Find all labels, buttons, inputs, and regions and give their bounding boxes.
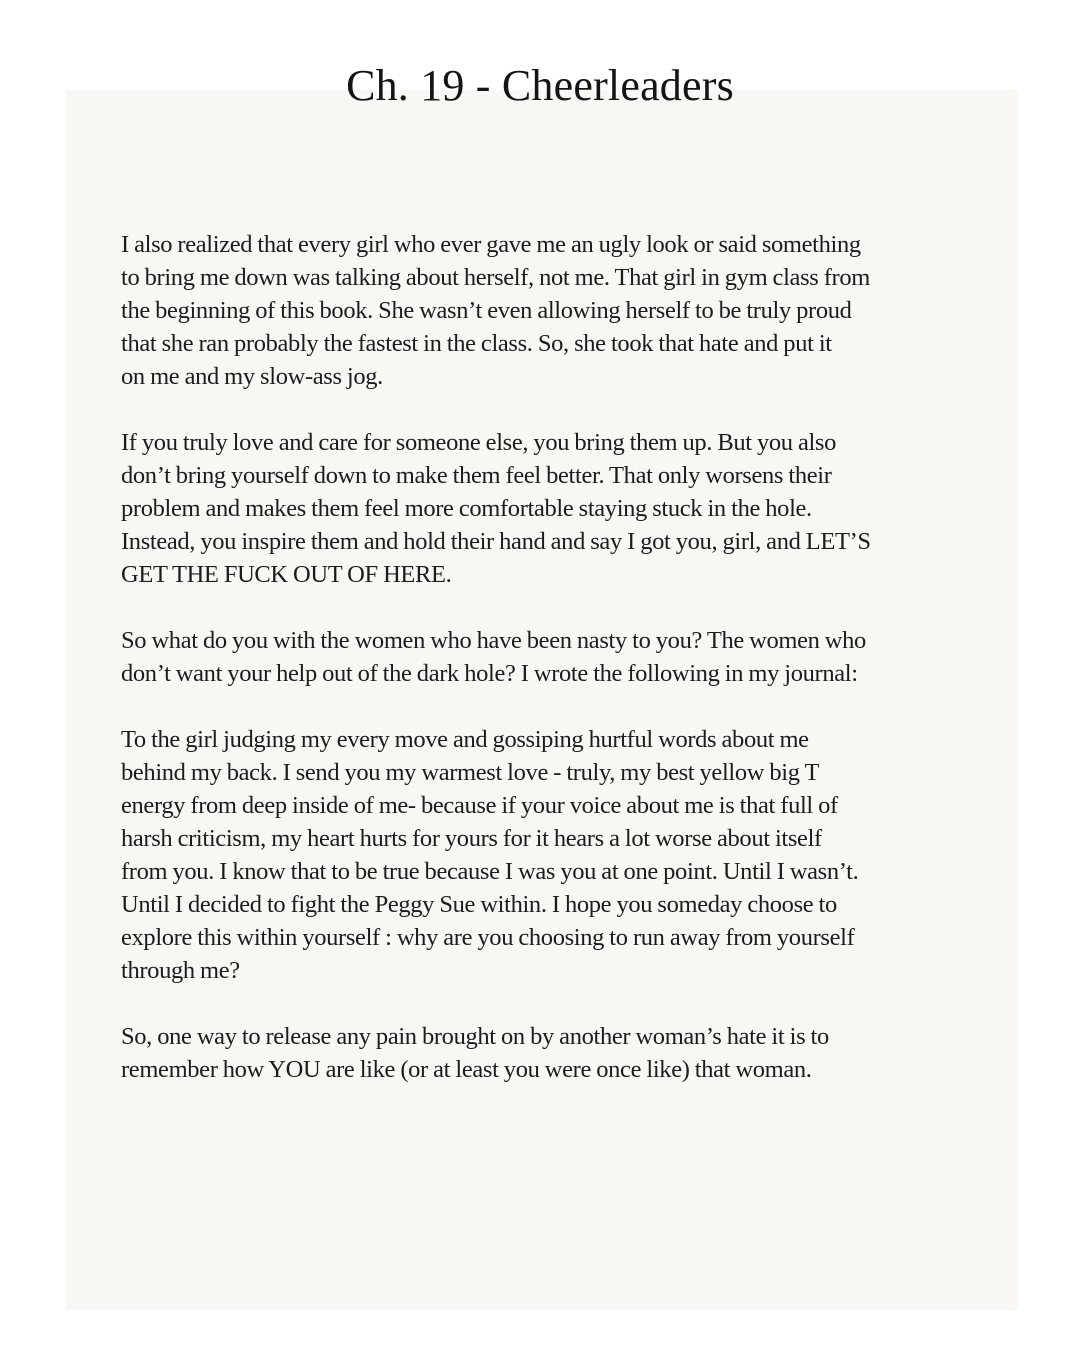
paragraph-2: If you truly love and care for someone else, you bring them up. But you also don’t bring yourself down to make them feel better. That only worsens their problem and makes them feel more comfortable staying stuck in the hole. Instead, you inspire them and hold their hand and say I got you, girl, and LET’S GET THE FUCK OUT OF HERE. xyxy=(121,429,871,588)
chapter-body xyxy=(121,228,966,1119)
paragraph-4: To the girl judging my every move and gossiping hurtful words about me behind my back. I send you my warmest love - truly, my best yellow big T energy from deep inside of me- because if your voice about me is that full of harsh criticism, my heart hurts for yours for it hears a lot worse about itself from you. I know that to be true because I was you at one point. Until I wasn’t. Until I decided to fight the Peggy Sue within. I hope you someday choose to explore this within yourself : why are you choosing to run away from yourself through me? xyxy=(121,726,859,984)
paragraph-1: I also realized that every girl who ever gave me an ugly look or said something to bring me down was talking about herself, not me. That girl in gym class from the beginning of this book. She wasn’t even allowing herself to be truly proud that she ran probably the fastest in the class. So, she took that hate and put it on me and my slow-ass jog. xyxy=(121,231,870,390)
paragraph-3: So what do you with the women who have been nasty to you? The women who don’t want your help out of the dark hole? I wrote the following in my journal: xyxy=(121,627,866,687)
paragraph-5: So, one way to release any pain brought on by another woman’s hate it is to remember how YOU are like (or at least you were once like) that woman. xyxy=(121,1023,829,1083)
chapter-title: Ch. 19 - Cheerleaders xyxy=(346,61,734,110)
